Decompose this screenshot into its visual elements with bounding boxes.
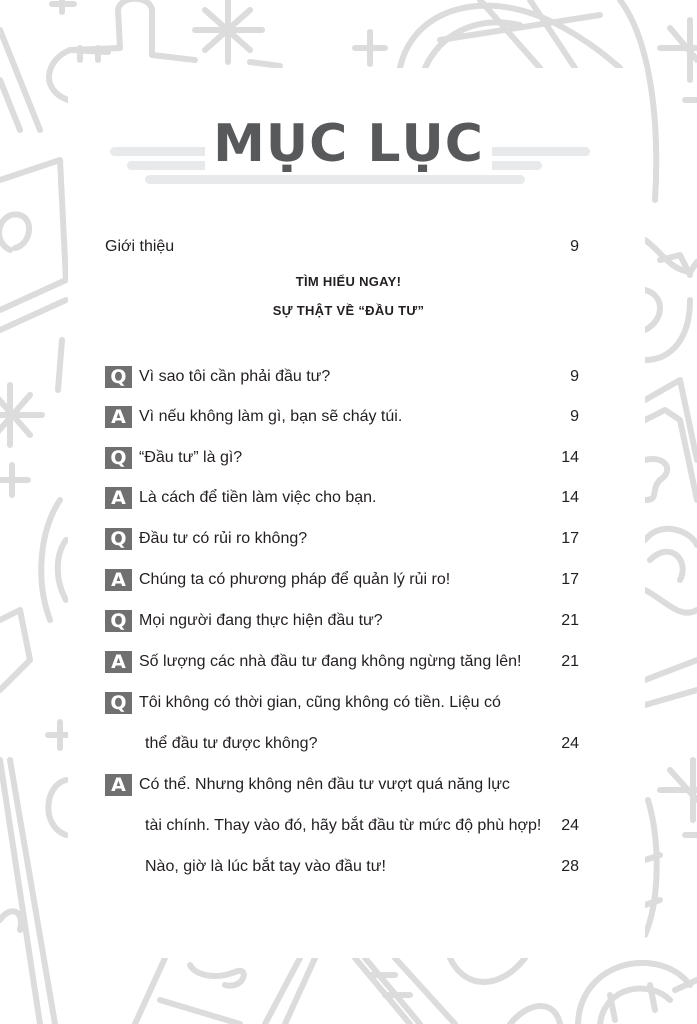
title-banner [0, 0, 697, 200]
toc-page-number: 9 [570, 368, 579, 385]
toc-entry-q[interactable] [105, 608, 579, 634]
toc-entry-q[interactable] [105, 445, 579, 471]
toc-entry-a[interactable] [105, 404, 579, 430]
answer-badge-icon: A [105, 569, 132, 591]
answer-badge-icon: A [105, 774, 132, 796]
toc-entry-text: Tôi không có thời gian, cũng không có tiền. Liệu có [139, 694, 501, 711]
section-heading-line1: TÌM HIỂU NGAY! [295, 274, 402, 289]
toc-entry-q[interactable] [105, 690, 579, 716]
question-badge-icon: Q [105, 366, 132, 388]
plus-icon [0, 465, 28, 495]
toc-page-number: 24 [561, 817, 579, 834]
toc-page-number: 21 [561, 612, 579, 629]
section-heading-line2: SỰ THẬT VỀ “ĐẦU TƯ” [272, 303, 425, 318]
toc-page-number: 14 [561, 489, 579, 506]
dollar-doodle-icon [0, 214, 29, 250]
plus-icon [48, 722, 68, 748]
money-doodle-icon [135, 958, 240, 1024]
dollar-doodle-icon [645, 459, 667, 500]
toc-entry-text: Giới thiệu [105, 238, 175, 255]
toc-page-number: 17 [561, 571, 579, 588]
question-badge-icon: Q [105, 528, 132, 550]
asterisk-icon [0, 385, 42, 445]
toc-entry-q[interactable] [105, 364, 579, 390]
ring-doodle-icon [578, 963, 690, 1024]
toc-entry-a[interactable] [105, 649, 579, 675]
question-badge-icon: Q [105, 610, 132, 632]
toc-entry-text: Có thể. Nhưng không nên đầu tư vượt quá năng lực [139, 776, 510, 793]
toc-entry-closing[interactable] [105, 854, 579, 880]
toc-entry-text: tài chính. Thay vào đó, hãy bắt đầu từ mức độ phù hợp! [145, 817, 542, 834]
page-title: MỤC LỤC [0, 112, 697, 176]
ladder-doodle-icon [355, 958, 420, 1024]
toc-page-number: 17 [561, 530, 579, 547]
toc-page-number: 21 [561, 653, 579, 670]
toc-entry-a[interactable] [105, 485, 579, 511]
asterisk-icon [660, 760, 697, 820]
toc-entry-text: Đầu tư có rủi ro không? [139, 530, 308, 547]
toc-entry-a[interactable] [105, 772, 579, 798]
toc-entry-text: Là cách để tiền làm việc cho bạn. [139, 489, 377, 506]
toc-page-number: 9 [570, 238, 579, 255]
toc-entry-text: Vì sao tôi cần phải đầu tư? [139, 368, 331, 385]
toc-page-number: 9 [570, 408, 579, 425]
toc-entry-text: Số lượng các nhà đầu tư đang không ngừng tăng lên! [139, 653, 522, 670]
answer-badge-icon: A [105, 487, 132, 509]
toc-entry-continuation[interactable] [105, 813, 579, 839]
toc-entry-text: Chúng ta có phương pháp để quản lý rủi ro! [139, 571, 451, 588]
answer-badge-icon: A [105, 651, 132, 673]
toc-entry-continuation[interactable] [105, 731, 579, 757]
toc-entry-text: thể đầu tư được không? [145, 735, 318, 752]
toc-page-number: 28 [561, 858, 579, 875]
toc-intro-row[interactable] [105, 234, 579, 260]
question-badge-icon: Q [105, 447, 132, 469]
toc-page-number: 14 [561, 449, 579, 466]
answer-badge-icon: A [105, 406, 132, 428]
toc-entry-text: “Đầu tư” là gì? [139, 449, 243, 466]
title-stripe [145, 175, 525, 184]
question-badge-icon: Q [105, 692, 132, 714]
toc-entry-text: Vì nếu không làm gì, bạn sẽ cháy túi. [139, 408, 403, 425]
toc-entry-text: Mọi người đang thực hiện đầu tư? [139, 612, 383, 629]
toc-entry-text: Nào, giờ là lúc bắt tay vào đầu tư! [145, 858, 386, 875]
toc-page-number: 24 [561, 735, 579, 752]
toc-entry-a[interactable] [105, 567, 579, 593]
toc-entry-q[interactable] [105, 526, 579, 552]
